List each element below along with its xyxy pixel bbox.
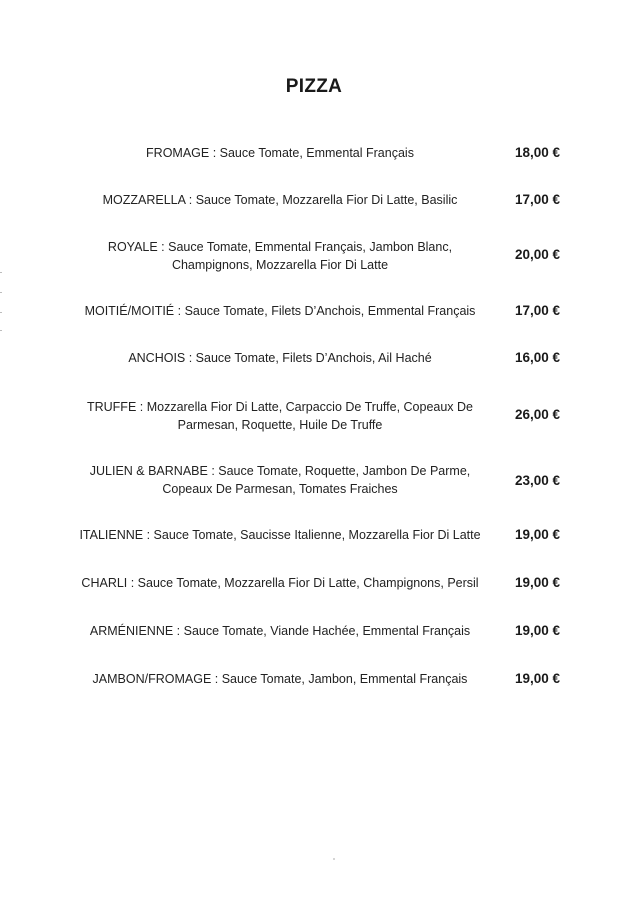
item-line: ANCHOIS : Sauce Tomate, Filets D’Anchois, Ail Haché (128, 351, 432, 365)
item-description (60, 238, 500, 274)
item-description (60, 349, 500, 367)
item-price: 16,00 € (514, 350, 560, 365)
item-line: JAMBON/FROMAGE : Sauce Tomate, Jambon, Emmental Français (92, 672, 468, 686)
item-line: ROYALE : Sauce Tomate, Emmental Français, Jambon Blanc, (107, 240, 453, 254)
item-price: 26,00 € (514, 407, 560, 422)
item-price: 17,00 € (514, 192, 560, 207)
item-line: TRUFFE : Mozzarella Fior Di Latte, Carpaccio De Truffe, Copeaux De (86, 400, 474, 414)
scan-speck (333, 858, 335, 860)
item-price: 19,00 € (514, 575, 560, 590)
item-price: 19,00 € (514, 623, 560, 638)
item-price: 19,00 € (514, 527, 560, 542)
scan-mark (0, 330, 2, 331)
item-line: MOITIÉ/MOITIÉ : Sauce Tomate, Filets D’Anchois, Emmental Français (84, 304, 476, 318)
menu-title: PIZZA (285, 76, 343, 97)
item-price: 20,00 € (514, 247, 560, 262)
item-line: JULIEN & BARNABE : Sauce Tomate, Roquette, Jambon De Parme, (89, 464, 471, 478)
item-description (60, 574, 500, 592)
item-description (60, 622, 500, 640)
item-price: 18,00 € (514, 145, 560, 160)
scan-mark (0, 272, 2, 273)
item-line: FROMAGE : Sauce Tomate, Emmental Français (146, 146, 414, 160)
item-description (60, 302, 500, 320)
item-description (60, 526, 500, 544)
item-description (60, 191, 500, 209)
item-line: CHARLI : Sauce Tomate, Mozzarella Fior Di Latte, Champignons, Persil (81, 576, 479, 590)
scan-mark (0, 292, 2, 293)
item-line-2: Parmesan, Roquette, Huile De Truffe (177, 418, 383, 432)
item-line: MOZZARELLA : Sauce Tomate, Mozzarella Fior Di Latte, Basilic (102, 193, 458, 207)
item-description (60, 670, 500, 688)
item-price: 23,00 € (514, 473, 560, 488)
scan-mark (0, 312, 2, 313)
item-line: ITALIENNE : Sauce Tomate, Saucisse Italienne, Mozzarella Fior Di Latte (79, 528, 481, 542)
item-line: ARMÉNIENNE : Sauce Tomate, Viande Hachée, Emmental Français (89, 624, 471, 638)
item-line-2: Champignons, Mozzarella Fior Di Latte (171, 258, 389, 272)
item-price: 17,00 € (514, 303, 560, 318)
item-description (60, 398, 500, 434)
item-price: 19,00 € (514, 671, 560, 686)
item-description (60, 462, 500, 498)
item-description (60, 144, 500, 162)
item-line-2: Copeaux De Parmesan, Tomates Fraiches (162, 482, 398, 496)
